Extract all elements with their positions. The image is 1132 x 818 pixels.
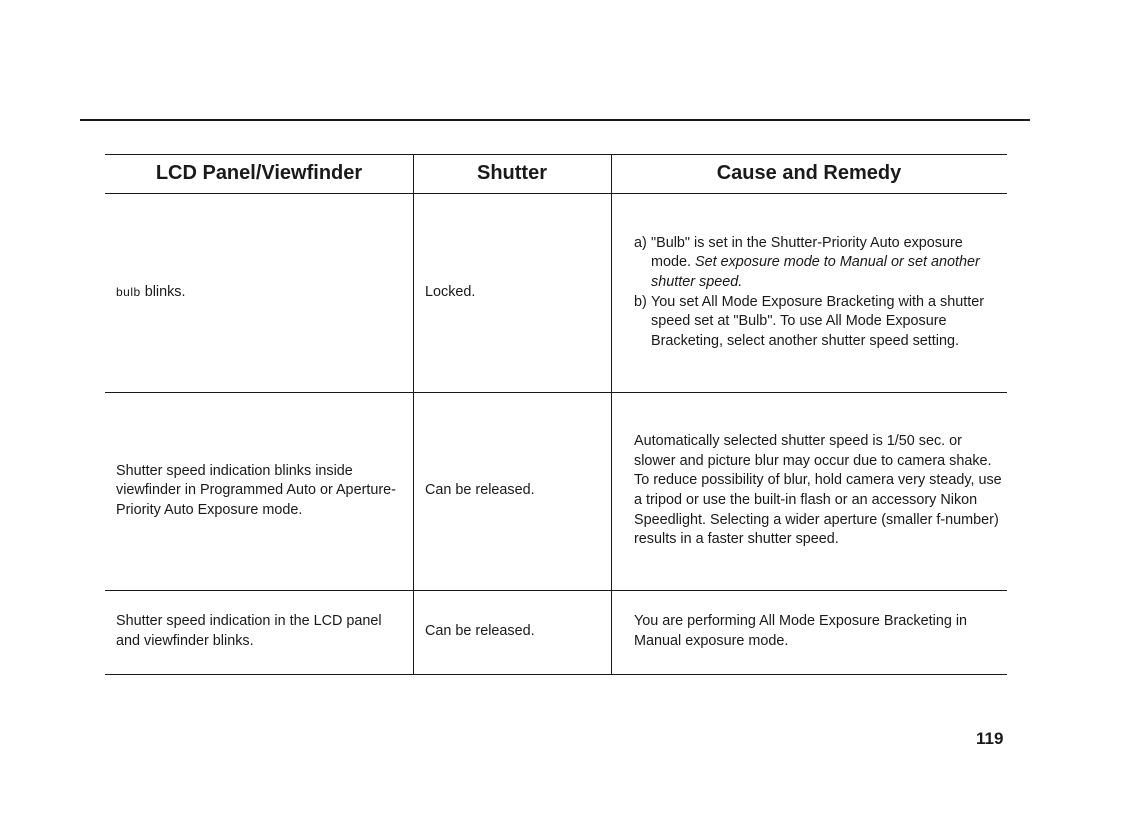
column-divider	[611, 154, 612, 674]
cause-item-text: "Bulb" is set in the Shutter-Priority Auto exposure mode.	[651, 234, 963, 271]
header-cause-remedy: Cause and Remedy	[716, 162, 902, 184]
table-row-2-shutter: Can be released.	[425, 482, 535, 499]
table-row-2-lcd: Shutter speed indication blinks inside viewfinder in Programmed Auto or Aperture-Priority Auto Exposure mode.	[116, 462, 396, 518]
cause-item-marker: a)	[634, 234, 647, 251]
cause-item-marker: b)	[634, 293, 647, 310]
table-row-1-lcd	[116, 193, 406, 392]
table-row-3-shutter: Can be released.	[425, 623, 535, 640]
cause-item-b	[634, 293, 1004, 352]
header-lcd-panel: LCD Panel/Viewfinder	[155, 162, 363, 184]
cause-item-a	[634, 234, 1004, 293]
table-row-3-cause: You are performing All Mode Exposure Bracketing in Manual exposure mode.	[634, 613, 968, 649]
header-shutter: Shutter	[477, 162, 547, 184]
bulb-lcd-indicator: bulb	[116, 284, 141, 299]
cause-item-remedy: Set exposure mode to Manual or set another shutter speed.	[651, 254, 980, 290]
table-bottom-border	[105, 674, 1007, 675]
column-divider	[413, 154, 414, 674]
cause-item-text: You set All Mode Exposure Bracketing with a shutter speed set at "Bulb". To use All Mode Exposure Bracketing, select another shutter speed setting.	[651, 293, 985, 349]
table-row-1-shutter: Locked.	[425, 283, 476, 300]
page-number: 119	[976, 729, 1004, 748]
table-row-3-lcd: Shutter speed indication in the LCD panel and viewfinder blinks.	[116, 613, 382, 649]
table-row-1-cause	[634, 193, 1004, 392]
table-row-2-cause: Automatically selected shutter speed is 1/50 sec. or slower and picture blur may occur due to camera shake. To reduce possibility of blur, hold camera very steady, use a tripod or use the built-in flash or an accessory Nikon Speedlight. Selecting a wider aperture (smaller f-number) results in a faster shutter speed.	[634, 433, 1002, 548]
row-1-lcd-text: blinks.	[144, 283, 186, 300]
top-rule	[80, 119, 1030, 121]
